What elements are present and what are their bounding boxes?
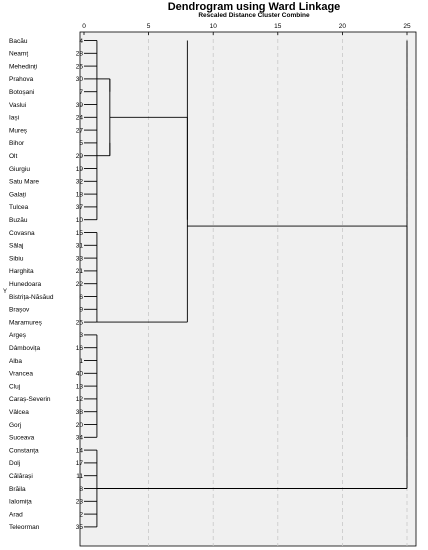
leaf-label-salaj: Sălaj (9, 242, 24, 250)
leaf-id-16: 16 (75, 345, 83, 352)
leaf-label-harghita: Harghita (9, 268, 34, 276)
leaf-id-31: 31 (75, 242, 83, 250)
leaf-label-galati: Galați (9, 191, 26, 199)
leaf-id-4: 4 (79, 37, 83, 45)
leaf-id-30: 30 (75, 76, 83, 84)
leaf-label-botosani: Botoșani (9, 89, 35, 96)
leaf-label-dolj: Dolj (9, 460, 21, 468)
x-tick-label: 25 (403, 23, 411, 30)
leaf-id-28: 28 (75, 50, 83, 58)
leaf-id-14: 14 (75, 447, 83, 455)
leaf-label-teleorman: Teleorman (9, 524, 40, 532)
leaf-label-olt: Olt (9, 153, 18, 160)
leaf-id-12: 12 (75, 396, 83, 404)
leaf-id-27: 27 (75, 127, 83, 135)
leaf-id-1: 1 (79, 357, 83, 365)
leaf-id-40: 40 (75, 370, 83, 378)
leaf-label-bacau: Bacău (9, 37, 28, 45)
leaf-label-ialomita: Ialomița (9, 498, 32, 506)
leaf-id-21: 21 (75, 268, 83, 276)
leaf-id-9: 9 (79, 306, 83, 314)
chart-title: Dendrogram using Ward Linkage (167, 1, 341, 13)
leaf-id-37: 37 (75, 204, 83, 212)
leaf-label-gorj: Gorj (9, 421, 22, 429)
leaf-label-prahova: Prahova (9, 76, 34, 84)
leaf-label-buzau: Buzău (9, 217, 28, 224)
leaf-label-mures: Mureș (9, 127, 28, 135)
leaf-id-6: 6 (79, 293, 83, 301)
leaf-label-iasi: Iași (9, 114, 20, 122)
x-tick-label: 0 (82, 23, 86, 30)
leaf-label-alba: Alba (9, 357, 23, 365)
leaf-label-bihor: Bihor (9, 140, 25, 148)
leaf-id-29: 29 (75, 153, 83, 160)
leaf-label-arad: Arad (9, 511, 23, 519)
leaf-id-25: 25 (75, 319, 83, 327)
leaf-label-caras-severin: Caraș-Severin (9, 396, 51, 404)
leaf-id-13: 13 (75, 383, 83, 391)
leaf-id-18: 18 (75, 191, 83, 199)
leaf-id-39: 39 (75, 101, 83, 109)
leaf-id-22: 22 (75, 281, 83, 288)
leaf-id-3: 3 (79, 332, 83, 340)
leaf-label-constanta: Constanța (9, 447, 39, 455)
leaf-id-5: 5 (79, 140, 83, 148)
leaf-id-23: 23 (75, 498, 83, 506)
leaf-label-bistrita-nasaud: Bistrița-Năsăud (9, 293, 54, 301)
leaf-id-17: 17 (75, 460, 83, 468)
leaf-id-35: 35 (75, 524, 83, 532)
leaf-label-giurgiu: Giurgiu (9, 165, 30, 173)
x-tick-label: 15 (274, 23, 282, 30)
leaf-id-33: 33 (75, 255, 83, 263)
leaf-label-braila: Brăila (9, 485, 26, 493)
x-tick-label: 5 (146, 23, 151, 30)
leaf-id-11: 11 (76, 473, 83, 480)
leaf-id-26: 26 (75, 63, 83, 71)
leaf-label-vrancea: Vrancea (9, 370, 33, 378)
leaf-label-mehedinti: Mehedinți (9, 63, 38, 71)
leaf-label-maramures: Maramureș (9, 319, 42, 327)
leaf-label-valcea: Vâlcea (9, 409, 29, 416)
plot-area (80, 32, 416, 546)
leaf-label-hunedoara: Hunedoara (9, 281, 42, 288)
leaf-id-10: 10 (75, 217, 83, 224)
leaf-id-24: 24 (75, 114, 83, 122)
leaf-id-38: 38 (75, 409, 83, 416)
leaf-id-15: 15 (75, 229, 83, 237)
leaf-label-cluj: Cluj (9, 383, 21, 391)
leaf-id-32: 32 (75, 178, 83, 186)
chart-subtitle: Rescaled Distance Cluster Combine (198, 12, 310, 19)
leaf-id-7: 7 (79, 89, 83, 96)
leaf-label-sibiu: Sibiu (9, 255, 24, 263)
x-tick-label: 10 (209, 23, 217, 30)
leaf-label-neamt: Neamț (9, 50, 29, 58)
leaf-label-dambovita: Dâmbovița (9, 345, 41, 352)
leaf-label-covasna: Covasna (9, 229, 35, 237)
leaf-label-arges: Argeș (9, 332, 26, 340)
leaf-label-brasov: Brașov (9, 306, 30, 314)
leaf-id-19: 19 (75, 165, 83, 173)
leaf-id-8: 8 (79, 485, 83, 493)
y-axis-marker: Y (3, 289, 8, 295)
leaf-label-vaslui: Vaslui (9, 101, 27, 109)
leaf-label-satu-mare: Satu Mare (9, 178, 39, 186)
leaf-id-34: 34 (75, 434, 83, 442)
leaf-id-20: 20 (75, 421, 83, 429)
x-tick-label: 20 (338, 23, 347, 30)
leaf-id-2: 2 (79, 511, 83, 519)
leaf-label-calarasi: Călărași (9, 473, 33, 480)
leaf-label-tulcea: Tulcea (9, 204, 29, 212)
leaf-label-suceava: Suceava (9, 434, 35, 442)
